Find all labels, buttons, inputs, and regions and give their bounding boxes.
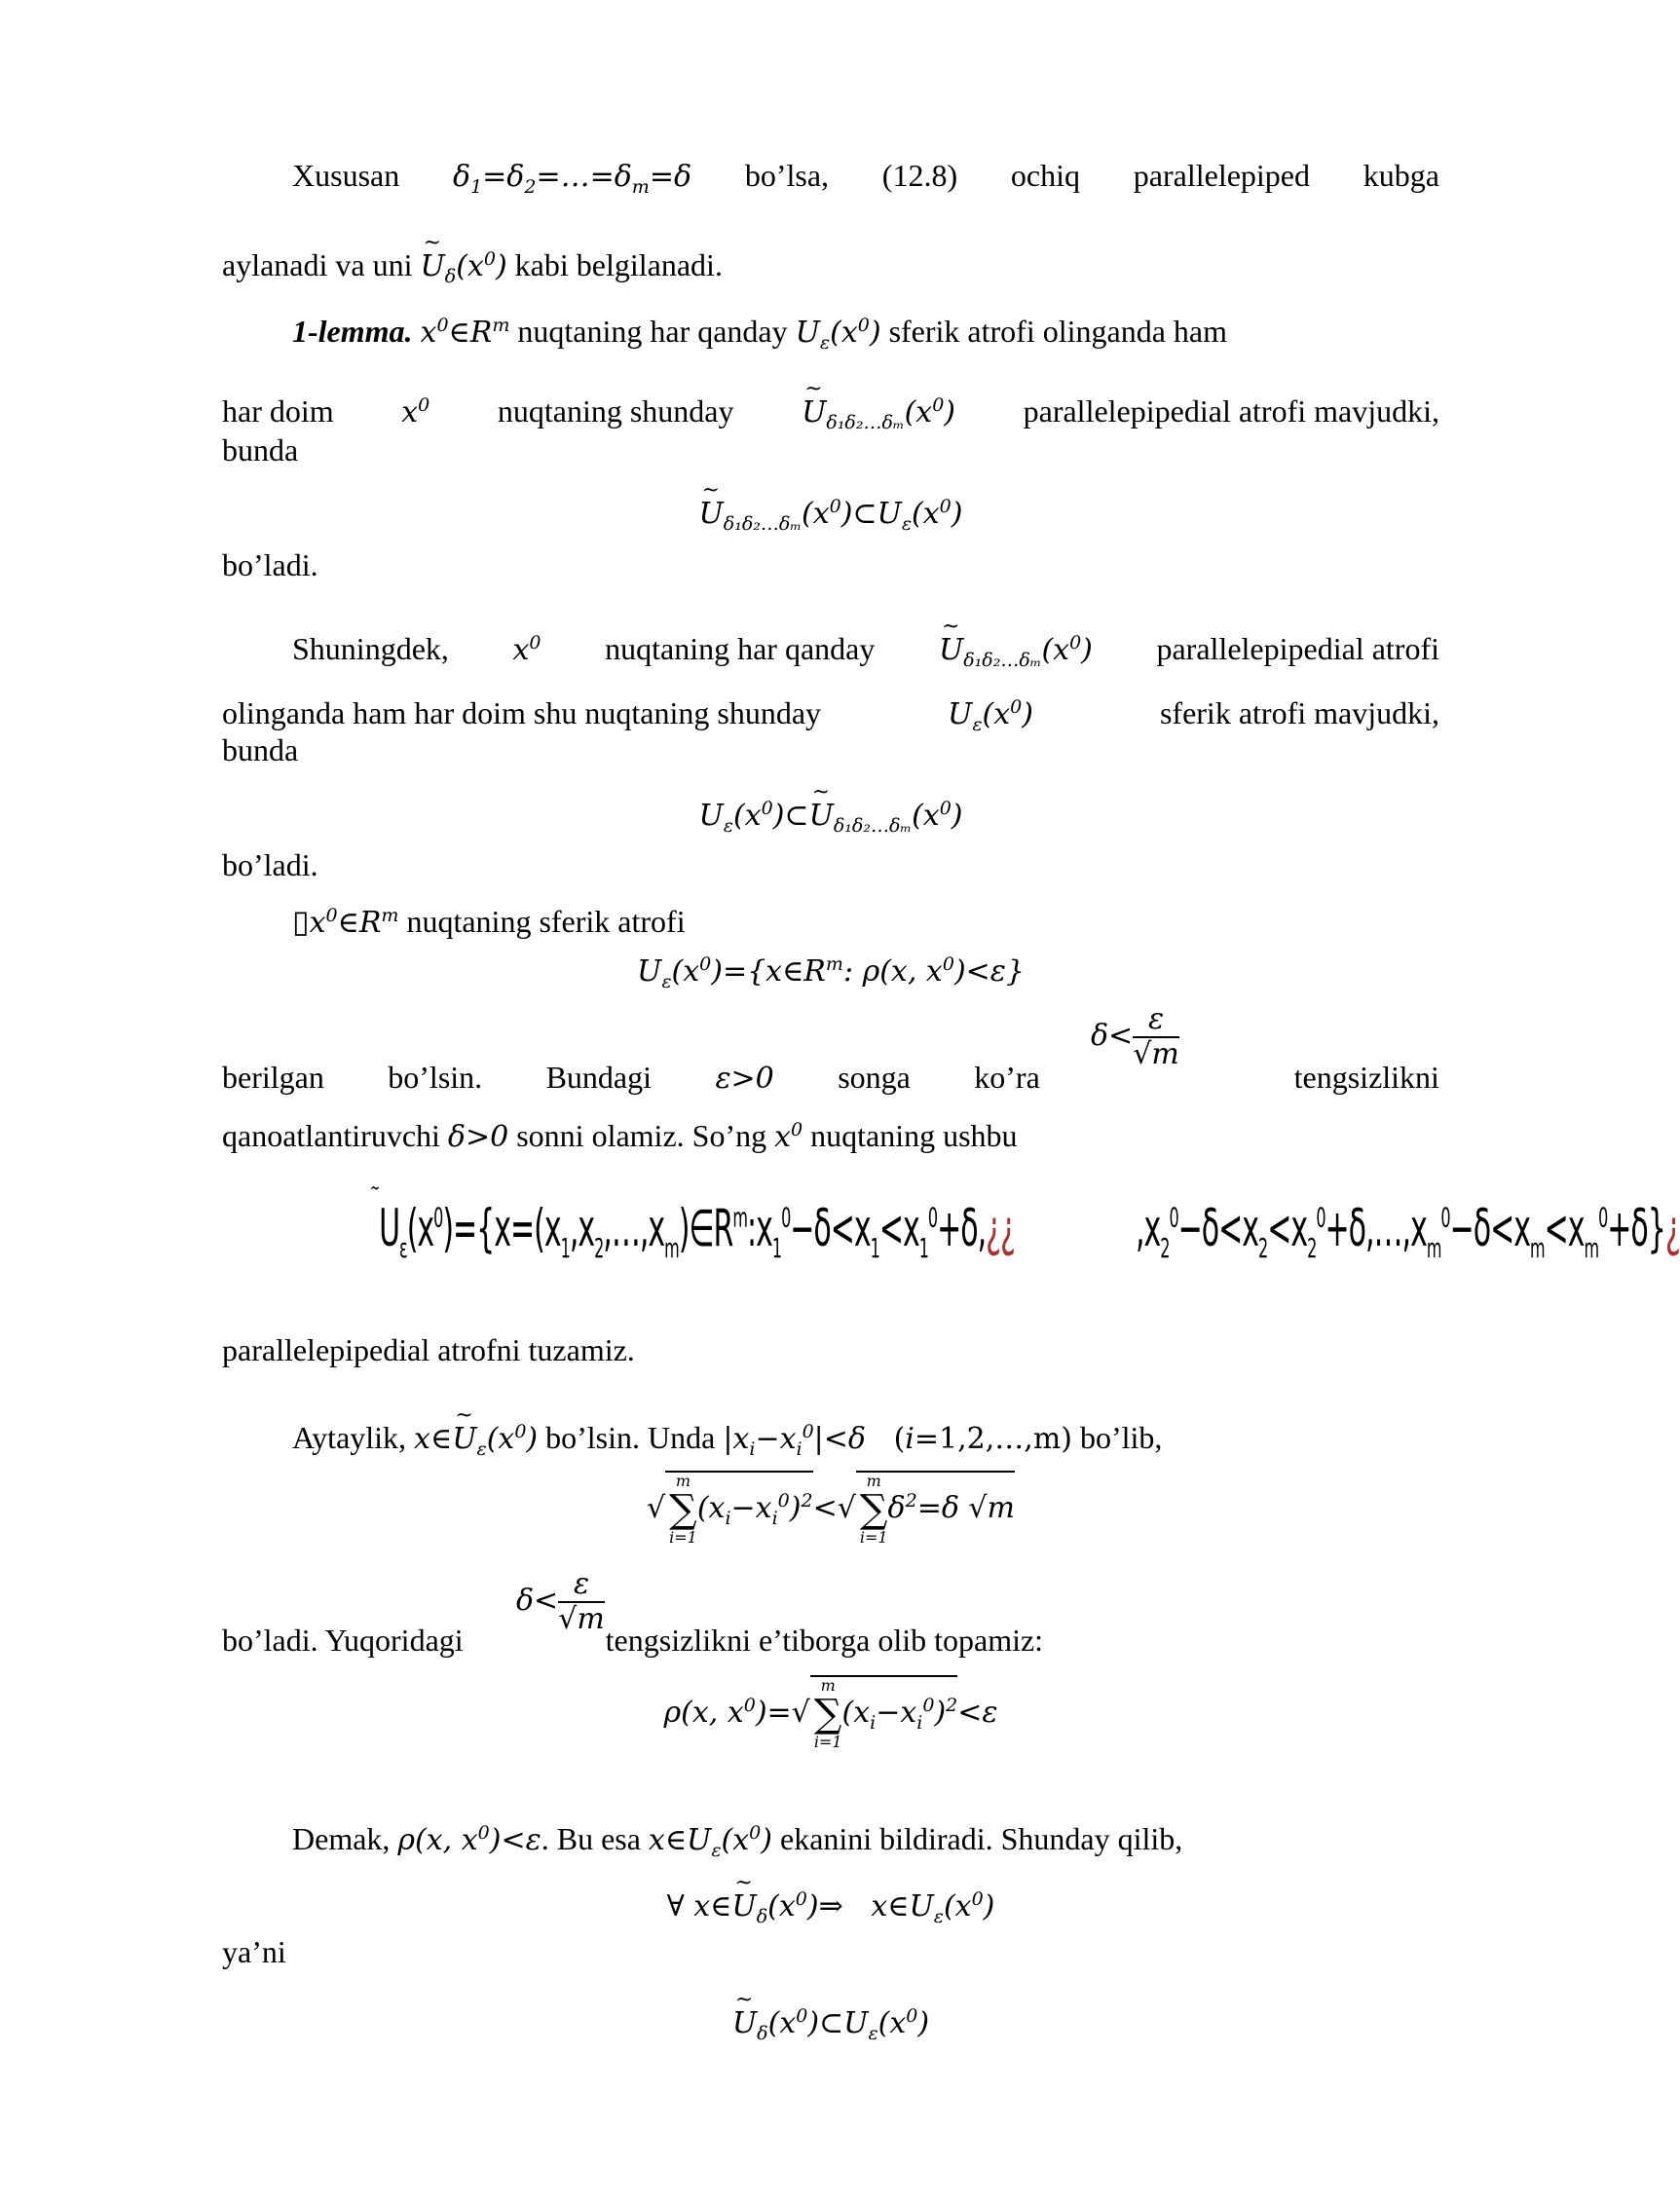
text: aylanadi va uni bbox=[222, 247, 413, 282]
text: Shuningdek, bbox=[292, 631, 449, 666]
proof-line bbox=[292, 896, 1439, 943]
text: tengsizlikni bbox=[1293, 1060, 1439, 1095]
text: nuqtaning sferik atrofi bbox=[406, 904, 686, 939]
formula-final-inclusion: ~ $U_\delta(x^0)\subset U_\varepsilon(x^0)$ bbox=[222, 1997, 1439, 2053]
text: har doim bbox=[222, 393, 334, 429]
text: bo’ladi. bbox=[222, 547, 318, 582]
math-x0: $x^0$ bbox=[401, 394, 430, 429]
formula-sphere-definition: $U_\varepsilon(x^0)=\{x\in R^m$: ρ(x, $x^0)<\varepsilon$} bbox=[637, 953, 1025, 992]
text: Bundagi bbox=[545, 1060, 653, 1095]
paragraph-line bbox=[292, 156, 1439, 206]
math-abs-bound: $|x_i-x_i^0|<\delta$ (i=1,2,…,m) bbox=[723, 1421, 1072, 1460]
math-x-in-sphere: $x\in U_\varepsilon(x^0)$ bbox=[648, 1822, 772, 1861]
text: Demak, bbox=[292, 1821, 391, 1856]
word: (12.8) bbox=[881, 158, 958, 193]
text: bo’ladi. Yuqoridagi bbox=[222, 1623, 464, 1658]
word: Xususan bbox=[292, 158, 400, 193]
text: parallelepipedial atrofi mavjudki, bbox=[1023, 393, 1439, 429]
math-deltas-equal: $\delta_1=\delta_2=\dots=\delta_m=\delta$ bbox=[453, 160, 692, 198]
text: sferik atrofi mavjudki, bbox=[1159, 695, 1439, 730]
formula-inclusion: $U_\varepsilon(x^0)\subset\sim$ $U_{\delta_1\delta_2\dots\delta_m}(x^0)$ bbox=[222, 789, 1439, 845]
text: sferik atrofi olinganda ham bbox=[888, 314, 1227, 349]
text: bo’lib, bbox=[1079, 1420, 1163, 1455]
text: olinganda ham har doim shu nuqtaning shunday bbox=[222, 695, 822, 730]
text: sonni olamiz. So’ng bbox=[516, 1118, 767, 1153]
formula-rho-sum: ρ(x, $x^0)=√m$ ∑ $i=1(x_i-x_i^0)^2<\varepsilon$ bbox=[663, 1676, 998, 1751]
text: ekanini bildiradi. Shunday qilib, bbox=[779, 1821, 1183, 1856]
formula-sqrt-sum: √m ∑ $i=1(x_i-x_i^0)^2<√m$ ∑ $i=1\delta^2=\delta$ √m bbox=[646, 1472, 1015, 1547]
text: nuqtaning har qanday bbox=[605, 631, 876, 666]
text: nuqtaning shunday bbox=[497, 393, 734, 429]
text: qanoatlantiruvchi bbox=[222, 1118, 440, 1153]
math-delta-less-eps-over-sqrt-m: δ< $\frac{\varepsilon}{√m}$ bbox=[516, 1567, 605, 1636]
word: kubga bbox=[1363, 158, 1439, 193]
text: . Bu esa bbox=[541, 1821, 641, 1856]
math-x0-in-Rm: $x^0\in R^m$ bbox=[309, 905, 399, 940]
text: bo’lsin. Unda bbox=[545, 1420, 716, 1455]
math-parallelepiped-neighborhood: ~ $U_{\delta_1\delta_2\dots\delta_m}(x^0)$ bbox=[939, 623, 1093, 680]
math-cube-neighborhood: ~ $U_\delta(x^0)$ bbox=[420, 249, 506, 283]
word: bo’lsa, bbox=[744, 158, 830, 193]
text: bo’ladi. bbox=[222, 847, 318, 882]
paragraph-line bbox=[292, 1412, 1439, 1469]
math-delta-less-eps-over-sqrt-m: δ< $\frac{\varepsilon}{√m}$ bbox=[1091, 1002, 1179, 1071]
math-x0: $x^0$ bbox=[774, 1119, 803, 1154]
text: kabi belgilanadi. bbox=[514, 247, 723, 282]
word: ochiq bbox=[1010, 158, 1080, 193]
word: parallelepiped bbox=[1133, 158, 1310, 193]
text: tengsizlikni e’tiborga olib topamiz: bbox=[605, 1623, 1044, 1658]
formula-parallelepiped-definition: $^\sim U_\varepsilon(x^0)=\{x=(x_1,x_2,\dots,x_m)\in R^m:x_1^0-\delta<x_1<x_1^0+\delta,¿¿$ $,x_2^0-\delta<x_2<x_2^0+\delta,\dots,x_m^0-\delta<x_m<x_m^0+\delta\}¿$ bbox=[370, 1176, 1680, 1264]
paragraph-line bbox=[292, 623, 1439, 680]
text: berilgan bbox=[222, 1060, 324, 1095]
text: ko’ra bbox=[974, 1060, 1040, 1095]
math-sphere-neighborhood: $U_\varepsilon(x^0)$ bbox=[948, 696, 1033, 735]
paragraph-line bbox=[292, 1813, 1439, 1870]
text: songa bbox=[838, 1060, 911, 1095]
math-eps-positive: ε>0 bbox=[715, 1062, 774, 1096]
math-delta-positive: δ>0 bbox=[447, 1120, 509, 1154]
paragraph-line bbox=[222, 1110, 1439, 1157]
text: bunda bbox=[222, 732, 299, 767]
text: bo’lsin. bbox=[388, 1060, 483, 1095]
math-x0-in-Rm: $x^0\in R^m$ bbox=[420, 315, 510, 350]
proof-marker: ▯ bbox=[292, 904, 310, 939]
text: bunda bbox=[222, 432, 299, 467]
text: Aytaylik, bbox=[292, 1420, 407, 1455]
paragraph-line bbox=[222, 240, 1439, 296]
math-x-in-cube: x∈~ $U_\varepsilon(x^0)$ bbox=[414, 1422, 538, 1456]
math-x0: $x^0$ bbox=[512, 632, 541, 667]
text: nuqtaning ushbu bbox=[810, 1118, 1018, 1153]
lemma-title: 1-lemma. bbox=[292, 314, 413, 349]
text: parallelepipedial atrofni tuzamiz. bbox=[222, 1332, 635, 1367]
math-parallelepiped-neighborhood: ~ $U_{\delta_1\delta_2\dots\delta_m}(x^0)$ bbox=[802, 386, 955, 442]
lemma-line bbox=[292, 306, 1439, 362]
paragraph-line bbox=[222, 1621, 1439, 1660]
text: parallelepipedial atrofi bbox=[1156, 631, 1439, 666]
formula-inclusion: ~ $U_{\delta_1\delta_2\dots\delta_m}(x^0)\subset U_\varepsilon(x^0)$ bbox=[222, 487, 1439, 543]
math-sphere-neighborhood: $U_\varepsilon(x^0)$ bbox=[795, 315, 881, 354]
text: ya’ni bbox=[222, 1934, 286, 1969]
formula-implication: ∀ x∈~ $U_\delta(x^0)\Rightarrow$ $x\in U_\varepsilon(x^0)$ bbox=[222, 1880, 1439, 1936]
paragraph-line bbox=[222, 1058, 1439, 1099]
text: nuqtaning har qanday bbox=[517, 314, 788, 349]
math-rho-less-eps: ρ(x, $x^0)<\varepsilon$ bbox=[397, 1822, 541, 1857]
